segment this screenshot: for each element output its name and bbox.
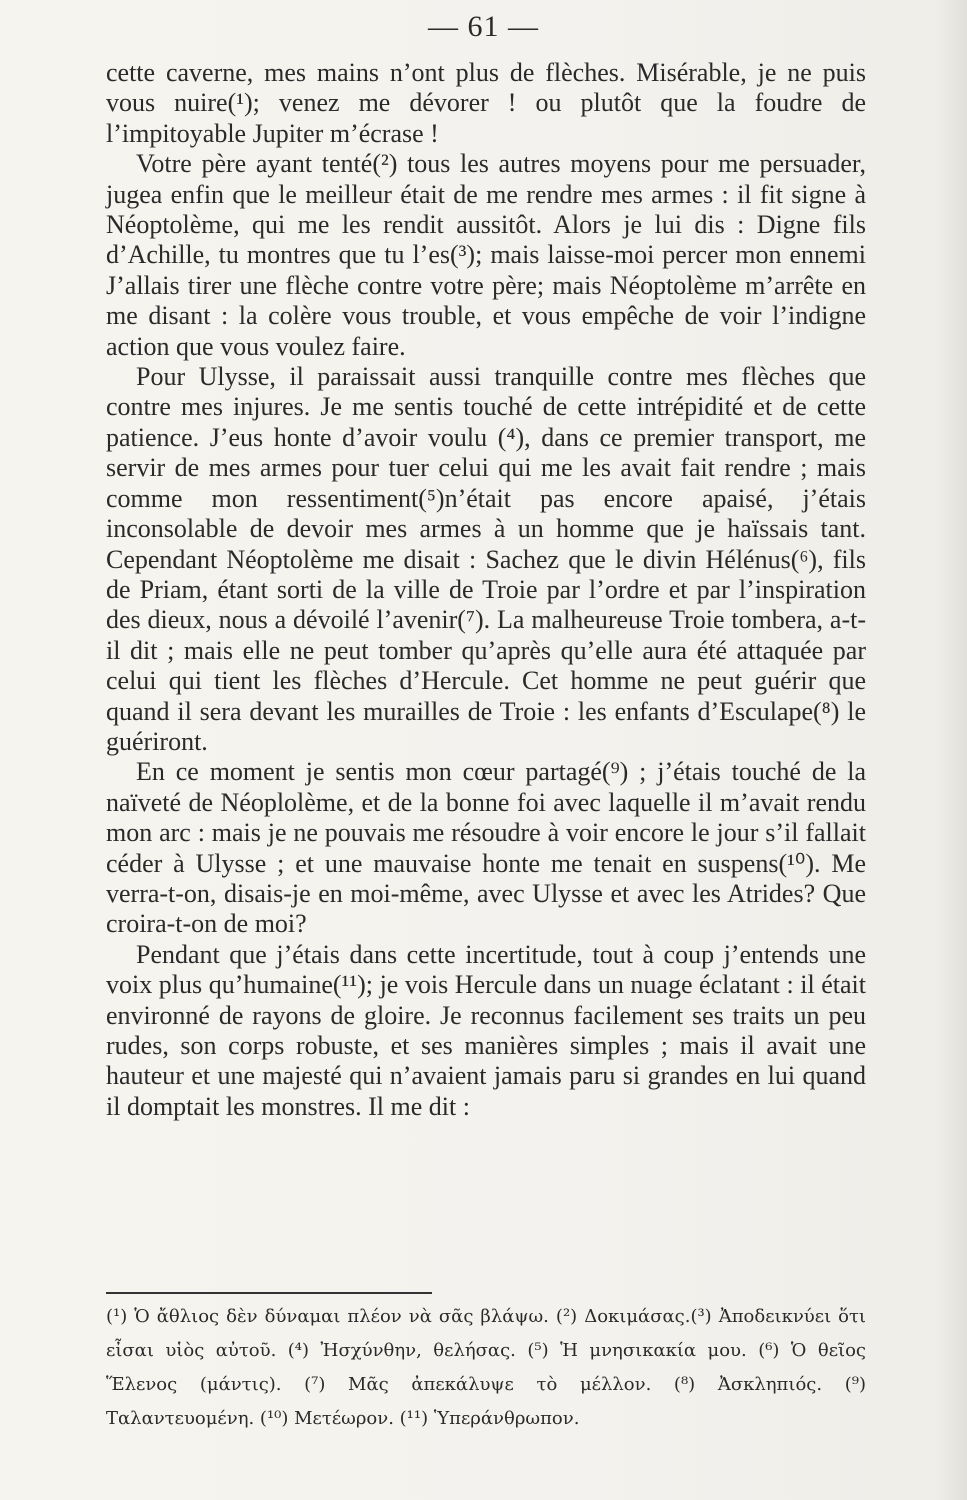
footnote-divider [106, 1292, 432, 1294]
page-number: — 61 — [428, 10, 539, 43]
main-text [106, 58, 866, 1122]
paragraph: Pour Ulysse, il paraissait aussi tranquille contre mes flèches que contre mes injures. Je me sentis touché de cette intrépidité et de cette patience. J’eus honte d’avoir voulu (⁴), dans ce premier transport, me servir de mes armes pour tuer celui qui me les avait fait rendre ; mais comme mon ressentiment(⁵)n’était pas encore apaisé, j’étais inconsolable de devoir mes armes à un homme que je haïssais tant. Cependant Néoptolème me disait : Sachez que le divin Hélénus(⁶), fils de Priam, étant sorti de la ville de Troie par l’ordre et par l’inspiration des dieux, nous a dévoilé l’avenir(⁷). La malheureuse Troie tombera, a-t-il dit ; mais elle ne peut tomber qu’après qu’elle aura été attaquée par celui qui tient les flèches d’Hercule. Cet homme ne peut guérir que quand il sera devant les murailles de Troie : les enfants d’Esculape(⁸) le guériront. [106, 362, 866, 756]
paragraph: En ce moment je sentis mon cœur partagé(⁹) ; j’étais touché de la naïveté de Néoplolème, et de la bonne foi avec laquelle il m’avait rendu mon arc : mais je ne pouvais me résoudre à voir encore le jour s’il fallait céder à Ulysse ; et une mauvaise honte me tenait en suspens(¹⁰). Me verra-t-on, disais-je en moi-même, avec Ulysse et avec les Atrides? Que croira-t-on de moi? [106, 757, 866, 939]
footnotes: (¹) Ὁ ἄθλιος δὲν δύναμαι πλέον νὰ σᾶς βλάψω. (²) Δοκιμάσας.(³) Ἀποδεικνύει ὅτι εἶσαι υἱὸς αὐτοῦ. (⁴) Ἠσχύνθην, θελήσας. (⁵) Ἡ μνησικακία μου. (⁶) Ὁ θεῖος Ἕλενος (μάντις). (⁷) Μᾶς ἀπεκάλυψε τὸ μέλλον. (⁸) Ἀσκληπιός. (⁹) Ταλαντευομένη. (¹⁰) Μετέωρον. (¹¹) Ὑπεράνθρωπον. [106, 1306, 866, 1429]
paragraph: Pendant que j’étais dans cette incertitude, tout à coup j’entends une voix plus qu’humaine(¹¹); je vois Hercule dans un nuage éclatant : il était environné de rayons de gloire. Je reconnus facilement ses traits un peu rudes, son corps robuste, et ses manières simples ; mais il avait une hauteur et une majesté qui n’avaient jamais paru si grandes en lui quand il domptait les monstres. Il me dit : [106, 939, 866, 1121]
paragraph: cette caverne, mes mains n’ont plus de flèches. Misérable, je ne puis vous nuire(¹); venez me dévorer ! ou plutôt que la foudre de l’impitoyable Jupiter m’écrase ! [106, 58, 866, 148]
paragraph: Votre père ayant tenté(²) tous les autres moyens pour me persuader, jugea enfin que le meilleur était de me rendre mes armes : il fit signe à Néoptolème, qui me les rendit aussitôt. Alors je lui dis : Digne fils d’Achille, tu montres que tu l’es(³); mais laisse-moi percer mon ennemi J’allais tirer une flèche contre votre père; mais Néoptolème m’arrête en me disant : la colère vous trouble, et vous empêche de voir l’indigne action que vous voulez faire. [106, 149, 866, 361]
page-edge-shadow [937, 0, 967, 1500]
